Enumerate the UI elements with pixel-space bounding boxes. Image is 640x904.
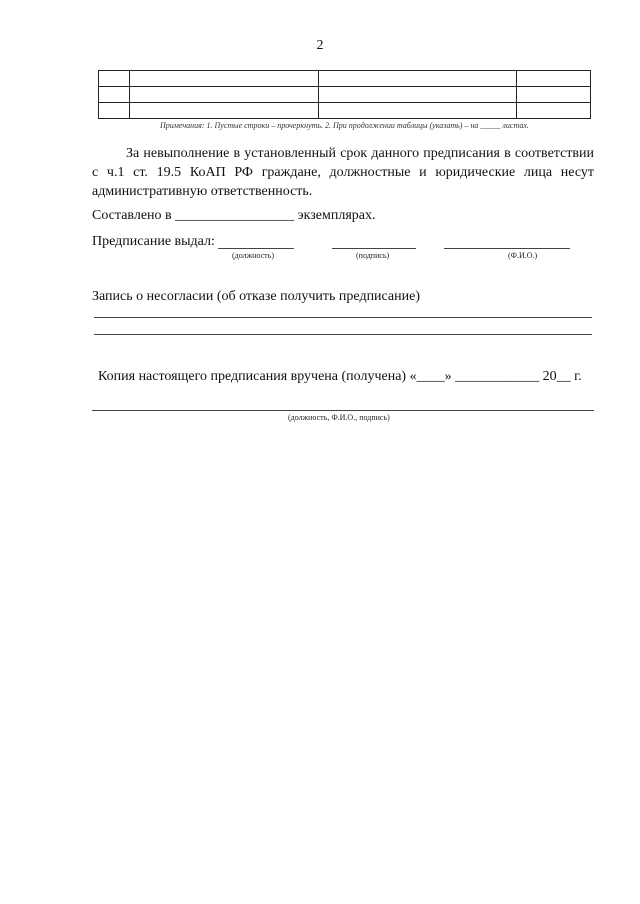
continuation-table [98,70,591,119]
copies-suffix: экземплярах. [297,208,376,223]
signature-caption: (подпись) [356,251,390,260]
table-cell [517,103,591,119]
table-row [99,87,591,103]
disagreement-line-1[interactable] [94,317,592,318]
page-number: 2 [316,38,324,53]
table-row [99,103,591,119]
liability-paragraph [92,144,594,201]
signature-line[interactable] [332,248,416,249]
table-cell [517,87,591,103]
copies-line [92,208,376,224]
table-cell [517,71,591,87]
name-line[interactable] [444,248,570,249]
table-cell [130,71,319,87]
name-caption: (Ф.И.О.) [508,251,538,260]
table-cell [319,71,517,87]
table-cell [99,87,130,103]
table-note: Примечания: 1. Пустые строки – прочеркнуть. 2. При продолжении таблицы (указать) – на _____ листах. [160,121,529,130]
table-cell [319,103,517,119]
recipient-caption: (должность, Ф.И.О., подпись) [288,413,390,422]
table-row [99,71,591,87]
copies-label: Составлено в [92,208,172,223]
table-cell [319,87,517,103]
copy-received-line: Копия настоящего предписания вручена (получена) «____» ____________ 20__ г. [98,369,582,384]
table-cell [99,103,130,119]
liability-text: За невыполнение в установленный срок данного предписания в соответствии с ч.1 ст. 19.5 КоАП РФ граждане, должностные и юридические лица несут административную ответственность. [92,146,594,199]
table-cell [130,103,319,119]
recipient-line[interactable] [92,410,594,411]
disagreement-label: Запись о несогласии (об отказе получить предписание) [92,289,421,304]
table-cell [130,87,319,103]
position-caption: (должность) [232,251,274,260]
issued-by-label: Предписание выдал: [92,234,215,249]
position-line[interactable] [218,248,294,249]
disagreement-line-2[interactable] [94,334,592,335]
table-cell [99,71,130,87]
copies-count-field[interactable]: _________________ [175,208,295,223]
